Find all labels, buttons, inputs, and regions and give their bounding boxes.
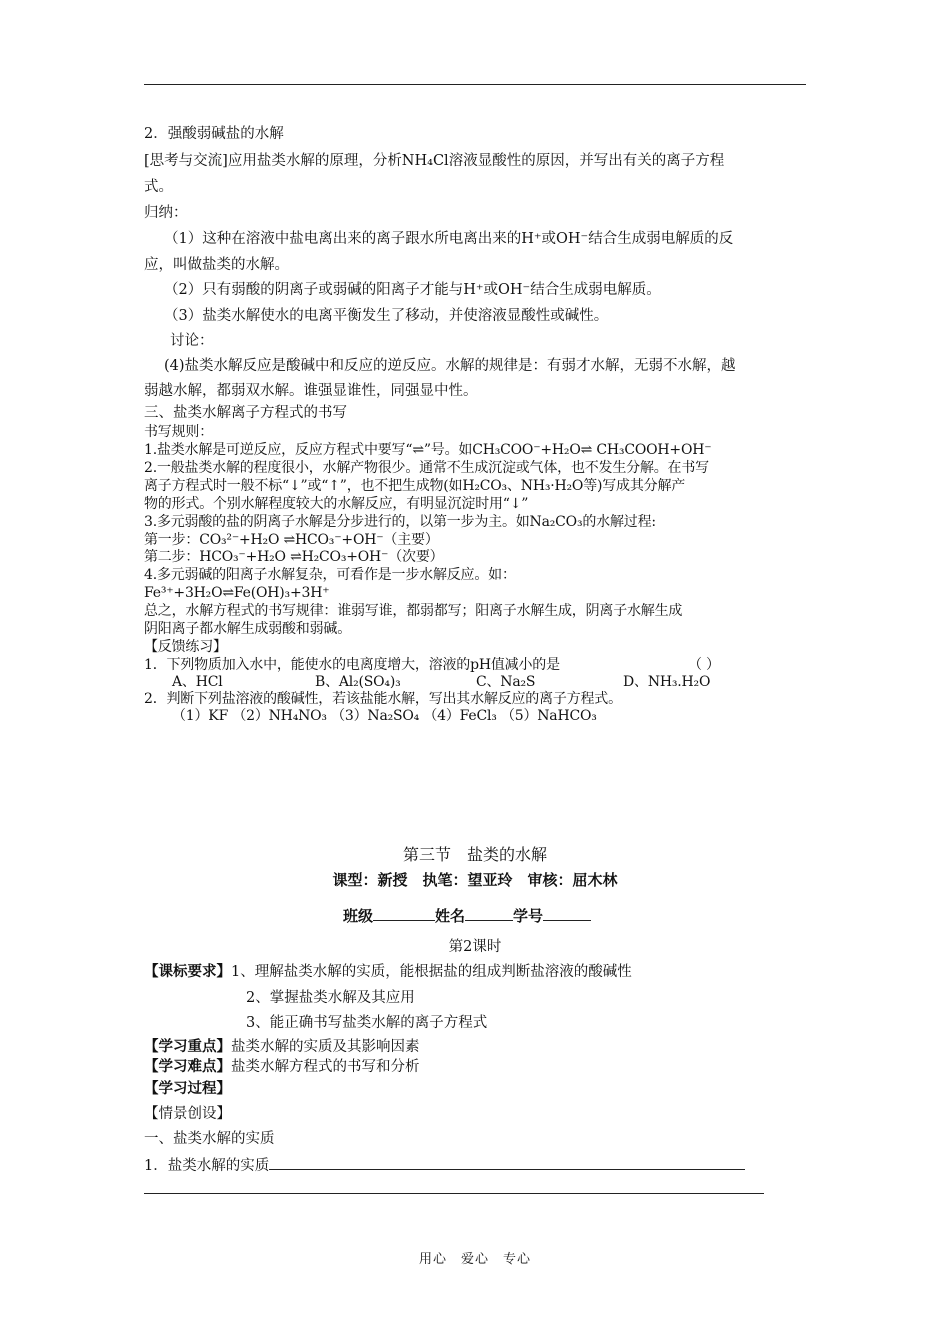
focus-label: 【学习重点】: [144, 1039, 231, 1055]
course-meta: 课型：新授 执笔：望亚玲 审核：屈木林: [332, 871, 618, 889]
requirement-1: 1、理解盐类水解的实质，能根据盐的组成判断盐溶液的酸碱性: [231, 964, 632, 980]
rule-line: 总之，水解方程式的书写规律：谁弱写谁，都弱都写；阳离子水解生成，阴离子水解生成: [144, 603, 683, 619]
option-b: B、Al₂(SO₄)₃: [315, 674, 401, 690]
difficulty-label: 【学习难点】: [144, 1059, 231, 1075]
student-info: [343, 905, 591, 926]
rule-line: 4.多元弱碱的阳离子水解复杂，可看作是一步水解反应。如：: [144, 567, 516, 583]
scenario-label: 【情景创设】: [144, 1106, 231, 1122]
paragraph-line: 讨论：: [170, 333, 214, 349]
difficulty-line: [144, 1057, 420, 1077]
focus-text: 盐类水解的实质及其影响因素: [231, 1039, 420, 1055]
paragraph-line: （3）盐类水解使水的电离平衡发生了移动，并使溶液显酸性或碱性。: [164, 308, 609, 324]
equation-line: Fe³⁺+3H₂O⇌Fe(OH)₃+3H⁺: [144, 585, 330, 601]
item-1-label: 1．盐类水解的实质: [144, 1158, 270, 1174]
paragraph-line: 弱越水解，都弱双水解。谁强显谁性，同强显中性。: [144, 383, 478, 399]
paragraph-line: [思考与交流]应用盐类水解的原理，分析NH₄Cl溶液显酸性的原因，并写出有关的离子方程: [144, 153, 725, 169]
rules-label: 书写规则：: [144, 424, 213, 440]
equation-line: 第二步：HCO₃⁻+H₂O ⇌H₂CO₃+OH⁻（次要）: [144, 549, 444, 565]
lesson-number: 第2课时: [448, 939, 502, 955]
focus-line: [144, 1037, 420, 1057]
rule-line: 离子方程式时一般不标“↓”或“↑”，也不把生成物(如H₂CO₃、NH₃·H₂O等)写成其分解产: [144, 478, 686, 494]
rule-line: 2.一般盐类水解的程度很小，水解产物很少。通常不生成沉淀或气体，也不发生分解。在书写: [144, 460, 709, 476]
answer-line: [269, 1154, 745, 1170]
section-heading: 三、盐类水解离子方程式的书写: [144, 405, 347, 421]
option-d: D、NH₃.H₂O: [623, 674, 711, 690]
section-heading: 【反馈练习】: [144, 639, 227, 655]
option-c: C、Na₂S: [476, 674, 536, 690]
requirements-line: [144, 962, 632, 982]
class-label: 班级: [343, 907, 374, 925]
question-2: 2．判断下列盐溶液的酸碱性，若该盐能水解，写出其水解反应的离子方程式。: [144, 691, 622, 707]
class-blank: [373, 905, 435, 921]
fill-in-item: [144, 1154, 745, 1176]
process-label: 【学习过程】: [144, 1081, 231, 1097]
id-label: 学号: [513, 907, 544, 925]
paragraph-line: （1）这种在溶液中盐电离出来的离子跟水所电离出来的H⁺或OH⁻结合生成弱电解质的反: [164, 231, 734, 247]
question-1: 1．下列物质加入水中，能使水的电离度增大，溶液的pH值减小的是: [144, 657, 560, 673]
paragraph-line: 式。: [144, 179, 173, 195]
page-footer: 用心 爱心 专心: [418, 1252, 531, 1267]
section-heading: 一、盐类水解的实质: [144, 1131, 275, 1147]
question-2-items: （1）KF （2）NH₄NO₃ （3）Na₂SO₄ （4）FeCl₃ （5）NaHCO₃: [172, 708, 597, 724]
rule-line: 1.盐类水解是可逆反应，反应方程式中要写“⇌”号。如CH₃COO⁻+H₂O⇌ CH₃COOH+OH⁻: [144, 442, 712, 458]
answer-blank: （ ）: [688, 657, 720, 673]
header-rule: [144, 84, 806, 85]
paragraph-line: 归纳：: [144, 205, 188, 221]
paragraph-line: 应，叫做盐类的水解。: [144, 257, 289, 273]
requirements-label: 【课标要求】: [144, 964, 231, 980]
name-label: 姓名: [435, 907, 466, 925]
equation-line: 第一步：CO₃²⁻+H₂O ⇌HCO₃⁻+OH⁻（主要）: [144, 532, 439, 548]
rule-line: 物的形式。个别水解程度较大的水解反应，有明显沉淀时用“↓”: [144, 496, 529, 512]
section-heading: 2．强酸弱碱盐的水解: [144, 126, 284, 142]
difficulty-text: 盐类水解方程式的书写和分析: [231, 1059, 420, 1075]
page-title: 第三节 盐类的水解: [402, 845, 547, 864]
requirement-3: 3、能正确书写盐类水解的离子方程式: [246, 1015, 488, 1031]
answer-line-2: [144, 1193, 764, 1194]
rule-line: 3.多元弱酸的盐的阴离子水解是分步进行的，以第一步为主。如Na₂CO₃的水解过程:: [144, 514, 656, 530]
option-a: A、HCl: [172, 674, 223, 690]
requirement-2: 2、掌握盐类水解及其应用: [246, 990, 415, 1006]
rule-line: 阴阳离子都水解生成弱酸和弱碱。: [144, 621, 351, 637]
id-blank: [543, 905, 591, 921]
paragraph-line: （2）只有弱酸的阴离子或弱碱的阳离子才能与H⁺或OH⁻结合生成弱电解质。: [164, 282, 661, 298]
paragraph-line: (4)盐类水解反应是酸碱中和反应的逆反应。水解的规律是：有弱才水解，无弱不水解，越: [164, 358, 736, 374]
name-blank: [465, 905, 513, 921]
